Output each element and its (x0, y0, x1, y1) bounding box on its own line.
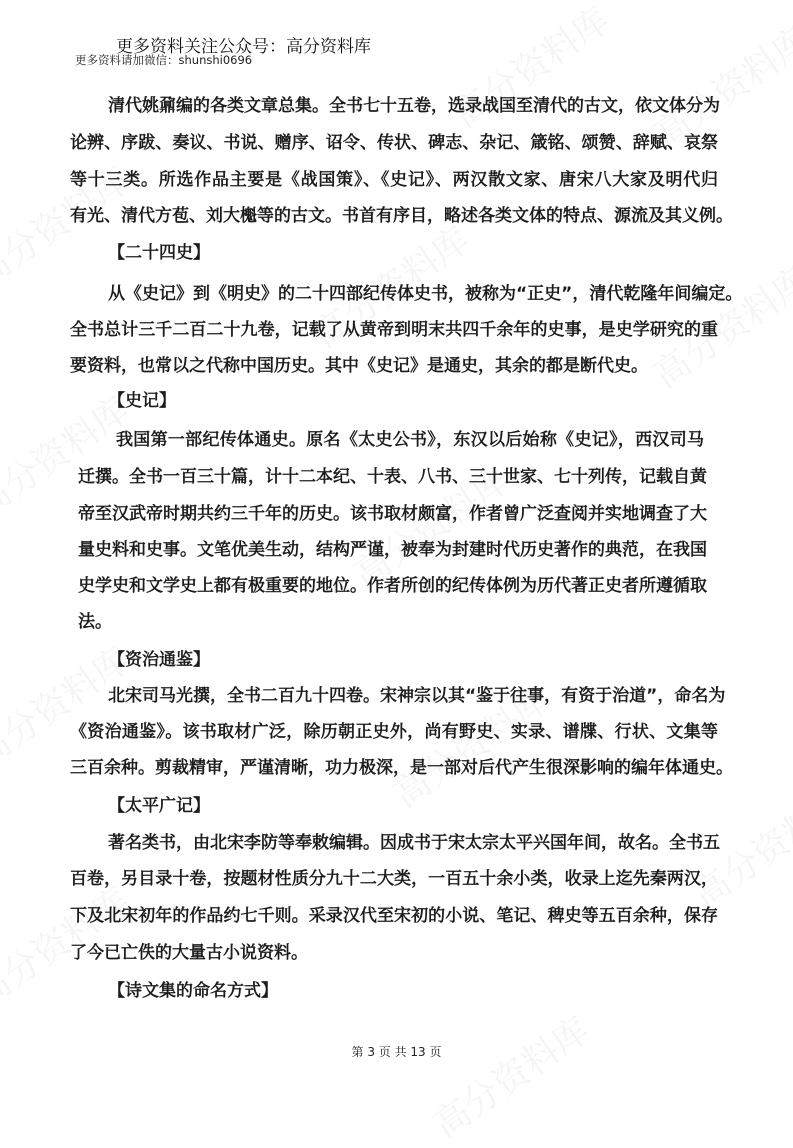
text-line: 史学史和文学史上都有极重要的地位。作者所创的纪传体例为历代著正史者所遵循取 (78, 576, 707, 596)
text-line: 了今已亡佚的大量古小说资料。 (70, 943, 308, 963)
text-line: 北宋司马光撰，全书二百九十四卷。宋神宗以其“鉴于往事，有资于治道”，命名为 (108, 686, 726, 706)
section-heading: 【资治通鉴】 (108, 650, 210, 670)
header-title: 更多资料关注公众号：高分资料库 (116, 37, 371, 57)
text-line: 全书总计三千二百二十九卷，记载了从黄帝到明末共四千余年的史事，是史学研究的重 (70, 320, 718, 340)
text-line: 下及北宋初年的作品约七千则。采录汉代至宋初的小说、笔记、稗史等五百余种，保存 (70, 906, 718, 926)
page-number: 第 3 页 共 13 页 (351, 1045, 442, 1059)
text-line: 百卷，另目录十卷，按题材性质分九十二大类，一百五十余小类，收录上迄先秦两汉， (70, 869, 718, 889)
text-line: 清代姚鼐编的各类文章总集。全书七十五卷，选录战国至清代的古文，依文体分为 (108, 96, 720, 116)
text-line: 我国第一部纪传体通史。原名《太史公书》，东汉以后始称《史记》，西汉司马 (116, 430, 704, 450)
text-line: 帝至汉武帝时期共约三千年的历史。该书取材颇富，作者曾广泛查阅并实地调查了大 (78, 504, 707, 524)
watermark (422, 1003, 599, 1148)
watermark (442, 0, 619, 138)
section-heading: 【史记】 (108, 391, 176, 411)
text-line: 有光、清代方苞、刘大櫆等的古文。书首有序目，略述各类文体的特点、源流及其义例。 (70, 206, 733, 226)
text-line: 要资料，也常以之代称中国历史。其中《史记》是通史，其余的都是断代史。 (70, 356, 648, 376)
section-heading: 【二十四史】 (108, 243, 210, 263)
text-line: 量史料和史事。文笔优美生动，结构严谨，被奉为封建时代历史著作的典范，在我国 (78, 540, 707, 560)
text-line: 法。 (78, 612, 112, 632)
text-line: 论辨、序跋、奏议、书说、赠序、诏令、传状、碑志、杂记、箴铭、颂赞、辞赋、哀祭 (70, 133, 718, 153)
text-line: 等十三类。所选作品主要是《战国策》、《史记》、两汉散文家、唐宋八大家及明代归 (70, 170, 718, 190)
text-line: 从《史记》到《明史》的二十四部纪传体史书，被称为“正史”，清代乾隆年间编定。 (108, 284, 743, 304)
text-line: 三百余种。剪裁精审，严谨清晰，功力极深，是一部对后代产生很深影响的编年体通史。 (70, 758, 733, 778)
text-line: 《资治通鉴》。该书取材广泛，除历朝正史外，尚有野史、实录、谱牒、行状、文集等 (70, 722, 718, 742)
text-line: 著名类书，由北宋李防等奉敕编辑。因成书于宋太宗太平兴国年间，故名。全书五 (108, 833, 720, 853)
header-subtitle: 更多资料请加微信：shunshi0696 (75, 53, 253, 67)
text-line: 迁撰。全书一百三十篇，计十二本纪、十表、八书、三十世家、七十列传，记载自黄 (78, 467, 707, 487)
section-heading: 【诗文集的命名方式】 (108, 981, 278, 1001)
section-heading: 【太平广记】 (108, 796, 210, 816)
